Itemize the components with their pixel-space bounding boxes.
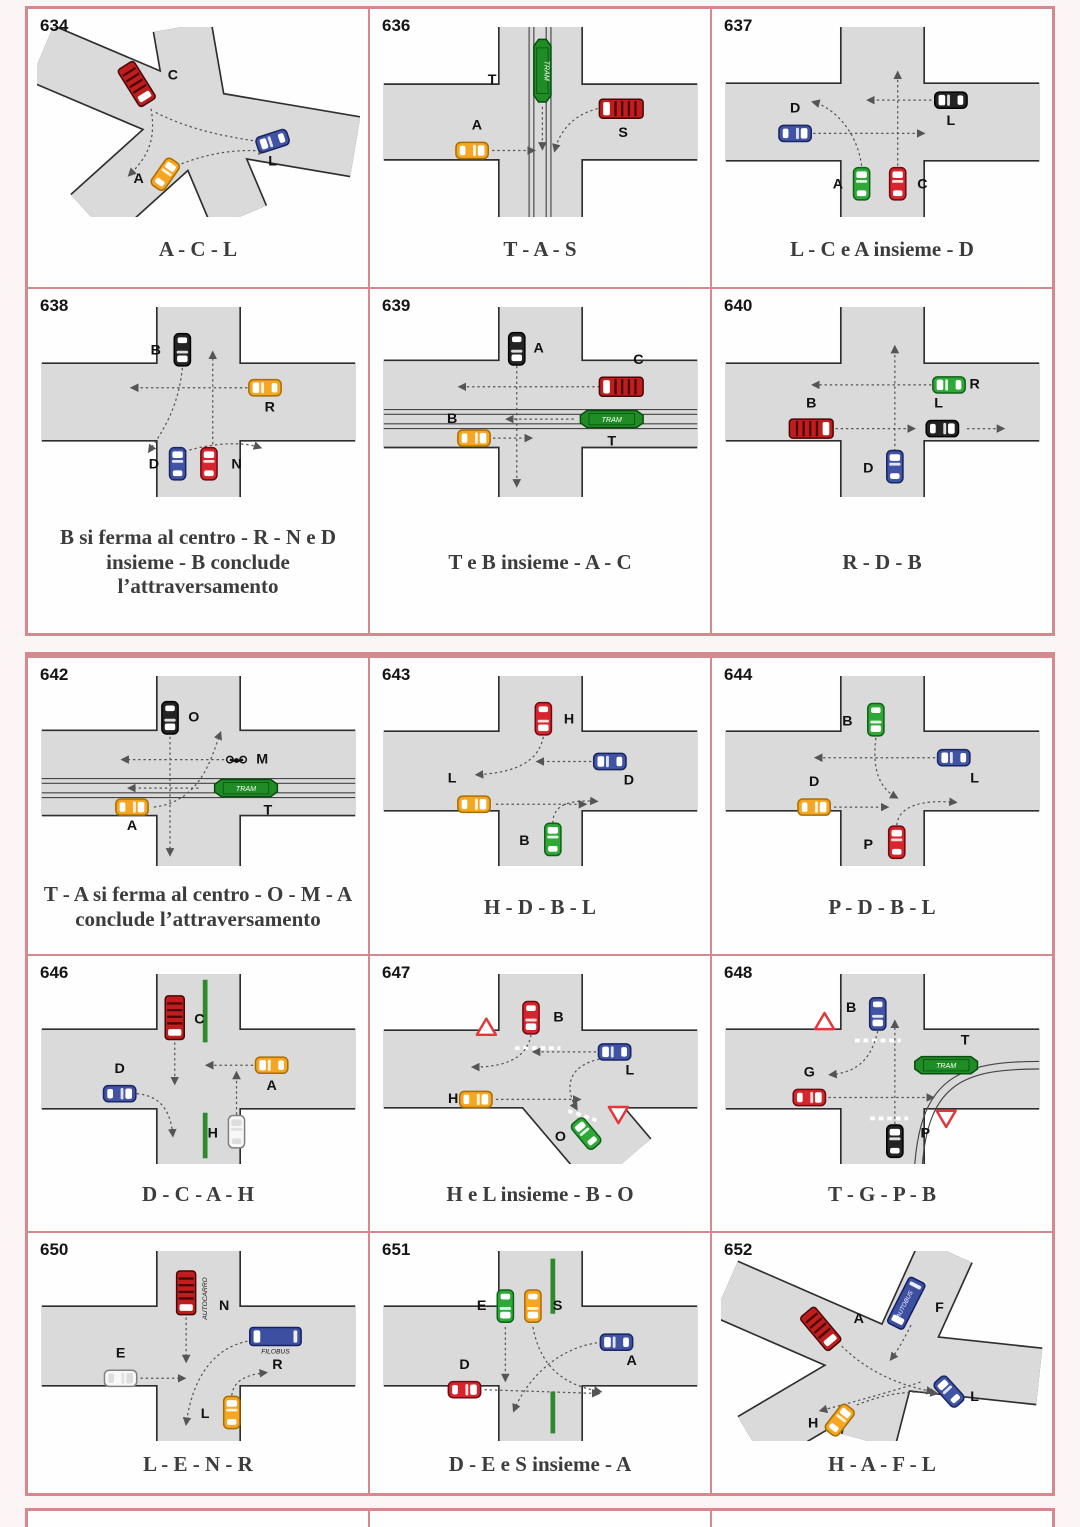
intersection-diagram-643 xyxy=(379,676,702,866)
answer-caption: D - E e S insieme - A xyxy=(448,1451,632,1476)
diagram-label: TRAM xyxy=(235,784,256,793)
diagram-label: R xyxy=(264,399,275,416)
diagram-label: TRAM xyxy=(601,415,622,424)
answer-caption: A - C - L xyxy=(158,236,238,261)
diagram-label: AUTOBUS xyxy=(894,1289,915,1320)
vehicle-car-S xyxy=(524,1290,540,1322)
exercise-number: 638 xyxy=(40,296,69,315)
vehicle-truck-S xyxy=(599,99,643,118)
exercise-cell-638 xyxy=(27,288,369,634)
diagram-label: H xyxy=(807,1415,818,1432)
answer-caption: T - G - P - B xyxy=(827,1182,937,1207)
answer-caption: T e B insieme - A - C xyxy=(448,549,632,574)
diagram-label: B xyxy=(446,410,457,427)
vehicle-car-B xyxy=(869,998,885,1030)
exercise-number: 652 xyxy=(724,1240,753,1259)
exercise-cell-646 xyxy=(27,955,369,1232)
exercise-cell-634 xyxy=(27,8,369,288)
diagram-label: A xyxy=(832,176,843,193)
diagram-label: A xyxy=(266,1077,277,1094)
intersection-diagram-650 xyxy=(37,1251,360,1441)
yield-sign xyxy=(476,1019,495,1035)
diagram-label: A xyxy=(471,117,482,134)
diagram-label: D xyxy=(114,1060,125,1077)
exercise-cell-643 xyxy=(369,657,711,955)
vehicle-car-P xyxy=(888,826,904,858)
next-table-top-edge xyxy=(25,1508,1055,1527)
exercise-cell-652 xyxy=(711,1232,1053,1494)
diagram-label: H xyxy=(207,1125,218,1142)
diagram-label: L xyxy=(447,770,457,787)
exercise-number: 643 xyxy=(382,665,411,684)
diagram-label: S xyxy=(617,125,628,142)
answer-caption: L - E - N - R xyxy=(143,1451,253,1476)
diagram-label: R xyxy=(271,1356,282,1373)
intersection-diagram-637 xyxy=(721,27,1044,217)
answer-caption: T - A si ferma al centro - O - M - A conclude l’attraversamento xyxy=(43,882,353,931)
vehicle-car-R xyxy=(248,380,280,396)
road-surface xyxy=(868,1360,889,1441)
yield-sign xyxy=(936,1111,955,1127)
intersection-diagram-646 xyxy=(37,974,360,1164)
vehicle-car-O xyxy=(161,702,177,734)
diagram-label: D xyxy=(808,774,819,791)
intersection-diagram-652 xyxy=(721,1251,1044,1441)
diagram-label: N xyxy=(230,456,242,473)
vehicle-car-D xyxy=(103,1086,135,1102)
diagram-label: G xyxy=(803,1064,815,1081)
vehicle-car-L xyxy=(223,1396,239,1428)
intersection-diagram-640 xyxy=(721,307,1044,497)
vehicle-car-D xyxy=(778,125,810,141)
vehicle-car-A xyxy=(455,142,487,158)
diagram-label: A xyxy=(853,1311,864,1328)
diagram-label: C xyxy=(167,67,178,84)
diagram-label: L xyxy=(200,1406,210,1423)
diagram-label: B xyxy=(805,395,816,412)
diagram-label: B xyxy=(845,1000,856,1016)
diagram-label: N xyxy=(218,1297,229,1314)
vehicle-car-L xyxy=(598,1044,630,1060)
diagram-label: F xyxy=(934,1299,944,1316)
diagram-label: D xyxy=(148,456,159,473)
answer-caption: P - D - B - L xyxy=(828,894,936,919)
exercise-cell-640 xyxy=(711,288,1053,634)
vehicle-car-A xyxy=(600,1334,632,1350)
diagram-label: TRAM xyxy=(935,1062,956,1071)
diagram-label: L xyxy=(267,153,277,170)
clipped-cell xyxy=(27,1510,369,1527)
exercise-cell-647 xyxy=(369,955,711,1232)
diagram-label: T xyxy=(606,433,616,450)
exercise-table-2 xyxy=(25,652,1055,1496)
diagram-label: C xyxy=(916,176,928,193)
intersection-diagram-648 xyxy=(721,974,1044,1164)
exercise-cell-637 xyxy=(711,8,1053,288)
vehicle-car-B xyxy=(174,334,190,366)
vehicle-car-G xyxy=(793,1089,825,1105)
vehicle-car-E xyxy=(104,1370,136,1386)
diagram-label: FILOBUS xyxy=(260,1348,290,1356)
diagram-label: D xyxy=(789,100,800,117)
diagram-label: D xyxy=(862,460,873,477)
answer-caption: R - D - B xyxy=(842,549,922,574)
vehicle-car-D xyxy=(593,753,625,769)
intersection-diagram-639 xyxy=(379,307,702,497)
diagram-label: TRAM xyxy=(541,60,550,81)
exercise-number: 647 xyxy=(382,963,411,982)
vehicle-car-N xyxy=(200,448,216,480)
diagram-label: AUTOCARRO xyxy=(201,1277,209,1320)
diagram-label: P xyxy=(862,836,873,853)
vehicle-car-A xyxy=(853,168,869,200)
vehicle-car-D xyxy=(797,799,829,815)
clipped-cell xyxy=(369,1510,711,1527)
exercise-cell-639 xyxy=(369,288,711,634)
diagram-label: B xyxy=(150,342,161,359)
diagram-label: A xyxy=(532,340,544,357)
diagram-label: L xyxy=(933,395,943,412)
clipped-cell xyxy=(711,1510,1053,1527)
vehicle-car-A xyxy=(115,799,147,815)
diagram-label: L xyxy=(624,1062,634,1079)
intersection-diagram-642 xyxy=(37,676,360,866)
intersection-diagram-634 xyxy=(37,27,360,217)
answer-caption: H - A - F - L xyxy=(828,1451,936,1476)
answer-caption: T - A - S xyxy=(503,236,577,261)
diagram-label: M xyxy=(255,751,268,768)
vehicle-car-D xyxy=(448,1382,480,1398)
exercise-number: 646 xyxy=(40,963,69,982)
vehicle-car-H xyxy=(228,1116,244,1148)
vehicle-car-A xyxy=(508,333,524,365)
exercise-number: 636 xyxy=(382,16,411,35)
diagram-label: C xyxy=(632,352,643,368)
intersection-diagram-647 xyxy=(379,974,702,1164)
diagram-label: R xyxy=(969,376,980,393)
diagram-label: T xyxy=(262,802,272,819)
vehicle-truck-N xyxy=(176,1271,195,1315)
vehicle-car-B xyxy=(867,704,883,736)
exercise-number: 650 xyxy=(40,1240,69,1259)
diagram-label: S xyxy=(552,1297,562,1314)
exercise-cell-644 xyxy=(711,657,1053,955)
exercise-number: 644 xyxy=(724,665,753,684)
exercise-number: 651 xyxy=(382,1240,411,1259)
vehicle-bus-R xyxy=(249,1327,300,1345)
diagram-label: A xyxy=(626,1353,637,1369)
exercise-cell-650 xyxy=(27,1232,369,1494)
exercise-number: 642 xyxy=(40,665,69,684)
diagram-label: L xyxy=(969,1389,979,1406)
vehicle-car-P xyxy=(886,1125,902,1157)
road-surface xyxy=(198,120,239,217)
diagram-label: A xyxy=(126,817,137,834)
diagram-label: C xyxy=(193,1011,205,1028)
exercise-number: 648 xyxy=(724,963,753,982)
exercise-number: 639 xyxy=(382,296,411,315)
diagram-label: E xyxy=(476,1297,486,1314)
diagram-label: A xyxy=(133,170,144,187)
vehicle-truck-B xyxy=(789,419,833,438)
exercise-cell-651 xyxy=(369,1232,711,1494)
diagram-label: P xyxy=(919,1125,930,1142)
answer-caption: D - C - A - H xyxy=(142,1182,254,1207)
diagram-label: H xyxy=(447,1091,458,1108)
diagram-label: B xyxy=(841,713,852,730)
vehicle-car-R xyxy=(932,377,964,393)
vehicle-car-H xyxy=(535,703,551,735)
vehicle-car-D xyxy=(886,450,902,482)
exercise-table-1 xyxy=(25,6,1055,636)
answer-caption: H e L insieme - B - O xyxy=(446,1182,634,1207)
vehicle-car-L xyxy=(937,750,969,766)
yield-sign xyxy=(815,1013,834,1029)
answer-caption: H - D - B - L xyxy=(484,894,596,919)
intersection-diagram-651 xyxy=(379,1251,702,1441)
diagram-label: B xyxy=(518,833,529,850)
vehicle-car-A xyxy=(255,1057,287,1073)
vehicle-car-E xyxy=(497,1290,513,1322)
diagram-label: D xyxy=(458,1356,470,1373)
diagram-label: O xyxy=(187,709,199,726)
diagram-label: T xyxy=(960,1032,970,1049)
exercise-cell-636 xyxy=(369,8,711,288)
vehicle-truck-C xyxy=(599,377,643,396)
vehicle-car-L xyxy=(934,92,966,108)
vehicle-car-C xyxy=(889,168,905,200)
vehicle-car-D xyxy=(169,448,185,480)
vehicle-truck-C xyxy=(165,996,184,1040)
intersection-diagram-644 xyxy=(721,676,1044,866)
vehicle-car-B xyxy=(457,430,489,446)
diagram-label: B xyxy=(552,1009,564,1026)
vehicle-car-B xyxy=(544,823,560,855)
exercise-number: 637 xyxy=(724,16,753,35)
vehicle-car-L xyxy=(457,796,489,812)
diagram-label: E xyxy=(115,1345,125,1362)
vehicle-car-H xyxy=(459,1091,491,1107)
diagram-label: H xyxy=(563,711,574,728)
diagram-label: L xyxy=(969,770,979,787)
exercise-cell-642 xyxy=(27,657,369,955)
diagram-label: D xyxy=(623,772,634,789)
vehicle-car-B xyxy=(522,1002,538,1034)
intersection-diagram-638 xyxy=(37,307,360,497)
diagram-label: L xyxy=(946,112,955,129)
diagram-label: O xyxy=(554,1129,566,1146)
vehicle-car-L xyxy=(926,421,958,437)
answer-caption: B si ferma al centro - R - N e D insieme - B conclude l’attraversamento xyxy=(59,524,337,599)
exercise-number: 634 xyxy=(40,16,69,35)
diagram-label: T xyxy=(487,72,496,88)
exercise-number: 640 xyxy=(724,296,753,315)
answer-caption: L - C e A insieme - D xyxy=(790,236,974,261)
intersection-diagram-636 xyxy=(379,27,702,217)
exercise-cell-648 xyxy=(711,955,1053,1232)
